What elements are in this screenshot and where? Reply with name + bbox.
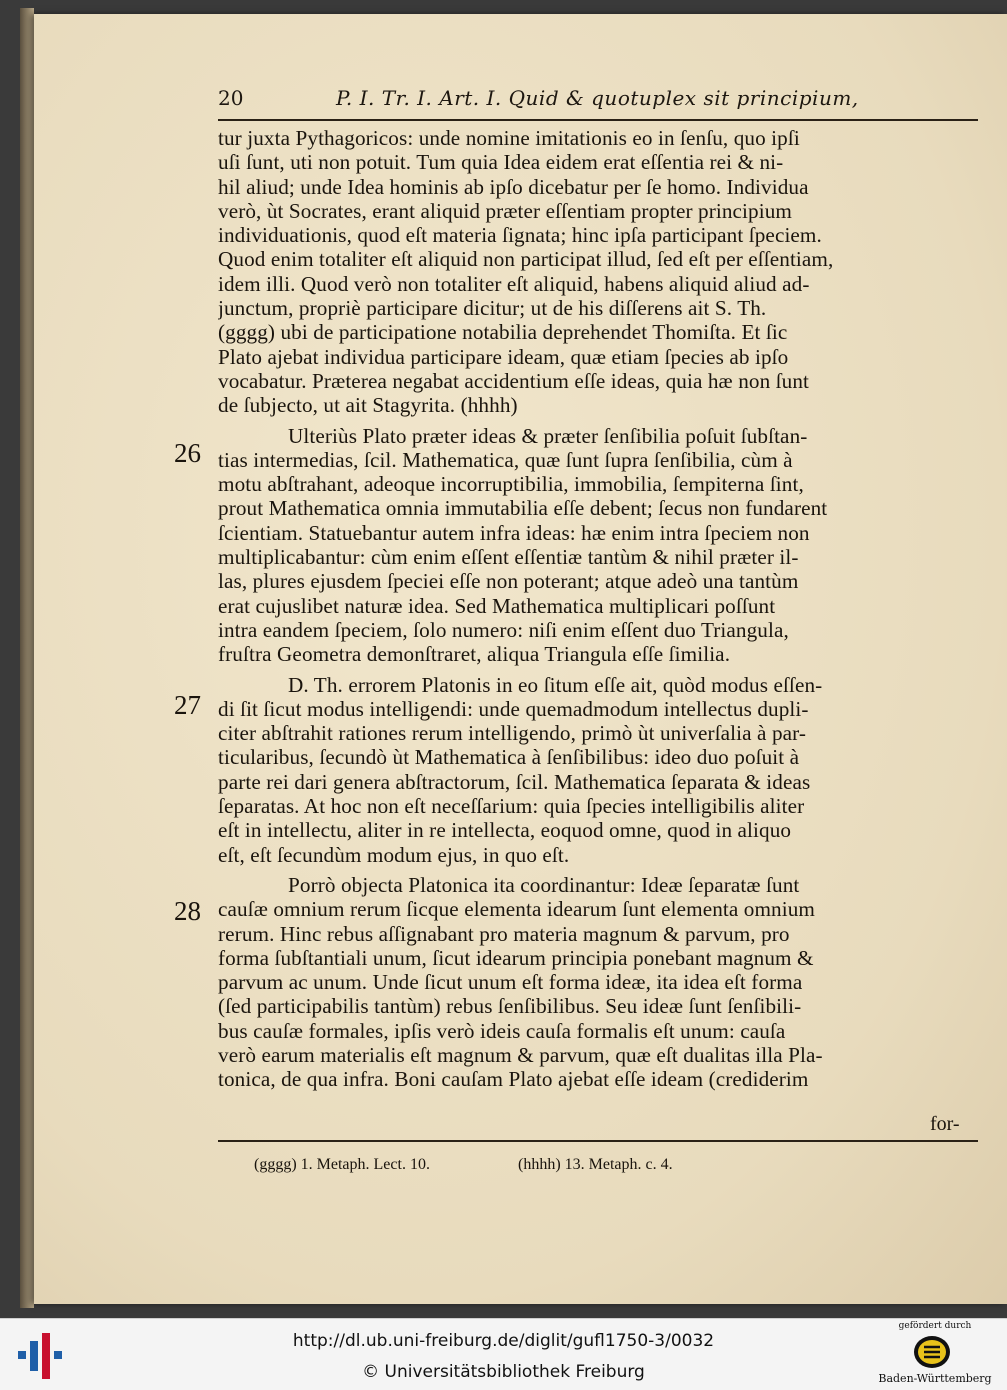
- book-spine-edge: [20, 8, 34, 1308]
- text-line: idem illi. Quod verò non totaliter eſt aliquid, habens aliquid aliud ad-: [218, 271, 810, 296]
- text-line: individuationis, quod eſt materia ſignata; hinc ipſa participant ſpeciem.: [218, 223, 822, 248]
- text-line: erat cujuslibet naturæ idea. Sed Mathematica multiplicari poſſunt: [218, 593, 776, 618]
- marginal-paragraph-number: 27: [174, 690, 201, 720]
- paragraph-continued: [218, 126, 980, 418]
- text-line: ſcientiam. Statuebantur autem infra ideas: hæ enim intra ſpeciem non: [218, 520, 810, 545]
- text-line: eſt in intellectu, aliter in re intellecta, eoquod omne, quod in aliquo: [218, 818, 792, 843]
- text-line: de ſubjecto, ut ait Stagyrita. (hhhh): [218, 393, 518, 418]
- text-line: Ulteriùs Plato præter ideas & præter ſenſibilia poſuit ſubſtan-: [288, 423, 808, 448]
- text-line: tonica, de qua infra. Boni cauſam Plato ajebat eſſe ideam (crediderim: [218, 1067, 809, 1092]
- text-line: prout Mathematica omnia immutabilia eſſe debent; ſecus non fundarent: [218, 496, 828, 521]
- copyright-notice: © Universitätsbibliothek Freiburg: [362, 1362, 645, 1382]
- text-line: junctum, propriè participare dicitur; ut de his diſſerens ait S. Th.: [218, 296, 767, 321]
- text-line: bus cauſæ formales, ipſis verò ideis cauſa formalis eſt unum: cauſa: [218, 1018, 786, 1043]
- coat-of-arms-icon: [913, 1335, 951, 1369]
- text-line: di ſit ſicut modus intelligendi: unde quemadmodum intellectus dupli-: [218, 696, 809, 721]
- sponsor-name: Baden-Württemberg: [878, 1372, 992, 1385]
- footnotes: [254, 1156, 954, 1174]
- marginal-paragraph-number: 28: [174, 896, 201, 926]
- body-text: [218, 126, 980, 1092]
- footnote-gggg: (gggg) 1. Metaph. Lect. 10.: [254, 1156, 430, 1173]
- marginal-paragraph-number: 26: [174, 438, 201, 468]
- page-header: [218, 84, 978, 118]
- text-line: eſt, eſt ſecundùm modum ejus, in quo eſt.: [218, 842, 570, 867]
- text-line: tias intermedias, ſcil. Mathematica, quæ ſunt ſupra ſenſibilia, cùm à: [218, 447, 793, 472]
- running-head: P. I. Tr. I. Art. I. Quid & quotuplex sit principium,: [336, 86, 859, 110]
- permalink-url[interactable]: http://dl.ub.uni-freiburg.de/diglit/gufl1750-3/0032: [292, 1331, 715, 1351]
- text-line: verò, ùt Socrates, erant aliquid præter eſſentiam propter principium: [218, 198, 792, 223]
- footnote-rule: [218, 1140, 978, 1142]
- footnote-hhhh: (hhhh) 13. Metaph. c. 4.: [518, 1156, 673, 1173]
- text-line: las, plures ejusdem ſpeciei eſſe non poterant; atque adeò una tantùm: [218, 569, 799, 594]
- page-number: 20: [218, 86, 244, 110]
- text-line: (ſed participabilis tantùm) rebus ſenſibilibus. Seu ideæ ſunt ſenſibili-: [218, 994, 802, 1019]
- text-line: D. Th. errorem Platonis in eo ſitum eſſe ait, quòd modus eſſen-: [288, 672, 823, 697]
- text-line: Porrò objecta Platonica ita coordinantur: Ideæ ſeparatæ ſunt: [288, 872, 800, 897]
- sponsor-badge: [875, 1321, 995, 1387]
- text-line: tur juxta Pythagoricos: unde nomine imitationis eo in ſenſu, quo ipſi: [218, 126, 800, 150]
- text-line: verò earum materialis eſt magnum & parvum, quæ eſt dualitas illa Pla-: [218, 1042, 823, 1067]
- viewer-footer: [0, 1318, 1007, 1390]
- text-line: fruſtra Geometra demonſtraret, aliqua Triangula eſſe ſimilia.: [218, 642, 731, 667]
- text-line: ſeparatas. At hoc non eſt neceſſarium: quia ſpecies intelligibilis aliter: [218, 794, 805, 819]
- text-line: motu abſtrahant, adeoque incorruptibilia, immobilia, ſempiterna ſint,: [218, 472, 804, 497]
- text-line: cauſæ omnium rerum ſicque elementa idearum ſunt elementa omnium: [218, 897, 816, 922]
- text-line: hil aliud; unde Idea hominis ab ipſo dicebatur per ſe homo. Individua: [218, 174, 809, 199]
- paragraph-26: [218, 424, 980, 667]
- text-line: vocabatur. Præterea negabat accidentium eſſe ideas, quia hæ non ſunt: [218, 368, 810, 393]
- text-line: ticularibus, ſecundò ùt Mathematica à ſenſibilibus: ideo duo poſuit à: [218, 745, 800, 770]
- paragraph-27: [218, 673, 980, 867]
- sponsor-label: gefördert durch: [898, 1321, 972, 1331]
- text-line: (gggg) ubi de participatione notabilia deprehendet Thomiſta. Et ſic: [218, 320, 788, 345]
- text-line: multiplicabantur: cùm enim eſſent eſſentiæ tantùm & nihil præter il-: [218, 545, 799, 570]
- header-rule: [218, 119, 978, 121]
- text-line: parte rei dari genera abſtractorum, ſcil. Mathematica ſeparata & ideas: [218, 769, 811, 794]
- text-line: parvum ac unum. Unde ſicut unum eſt forma ideæ, ita idea eſt forma: [218, 970, 803, 995]
- paragraph-28: [218, 873, 980, 1092]
- text-line: citer abſtrahit rationes rerum intelligendo, primò ùt univerſalia à par-: [218, 721, 807, 746]
- text-line: Plato ajebat individua participare ideam, quæ etiam ſpecies ab ipſo: [218, 344, 789, 369]
- text-line: intra eandem ſpeciem, ſolo numero: niſi enim eſſent duo Triangula,: [218, 617, 789, 642]
- text-line: uſi ſunt, uti non potuit. Tum quia Idea eidem erat eſſentia rei & ni-: [218, 150, 784, 175]
- text-line: forma ſubſtantiali unum, ſicut idearum principia ponebant magnum &: [218, 945, 814, 970]
- text-line: rerum. Hinc rebus aſſignabant pro materia magnum & parvum, pro: [218, 921, 790, 946]
- catchword: for-: [930, 1113, 960, 1135]
- text-line: Quod enim totaliter eſt aliquid non participat illud, ſed eſt per eſſentiam,: [218, 247, 834, 272]
